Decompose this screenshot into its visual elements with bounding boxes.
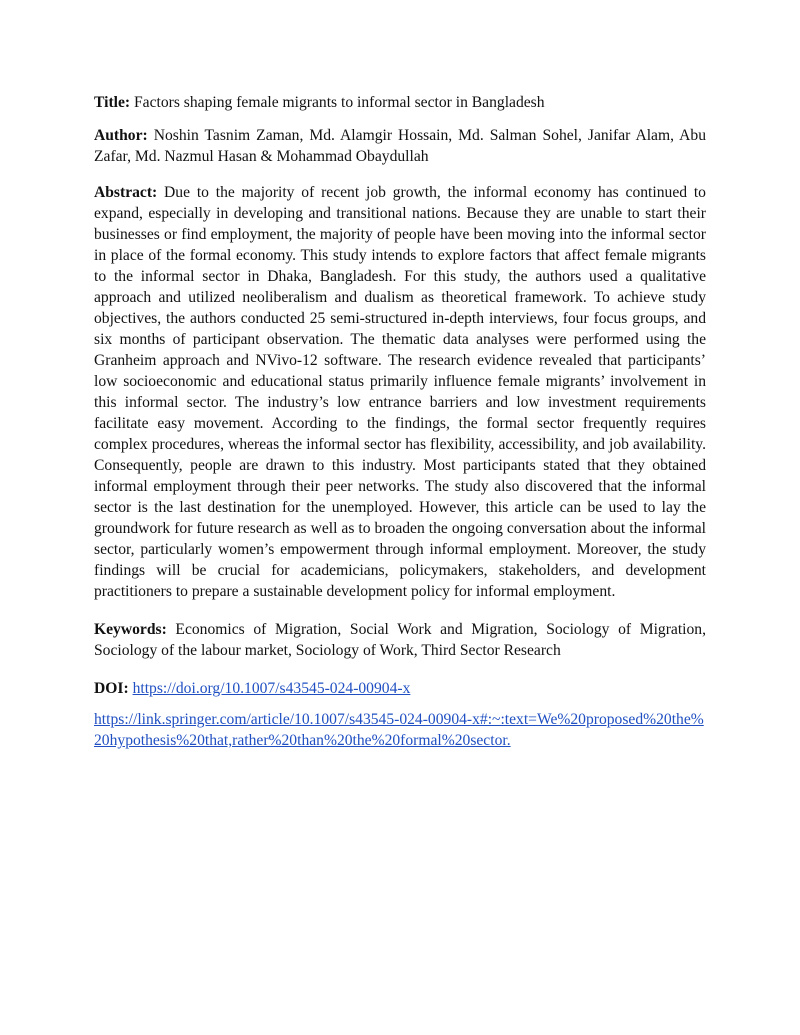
title-label: Title: xyxy=(94,94,131,111)
abstract-label: Abstract: xyxy=(94,184,158,201)
doi-section xyxy=(94,678,706,699)
author-list: Noshin Tasnim Zaman, Md. Alamgir Hossain, Md. Salman Sohel, Janifar Alam, Abu Zafar, Md. Nazmul Hasan & Mohammad Obaydullah xyxy=(94,127,706,165)
keywords-text: Economics of Migration, Social Work and Migration, Sociology of Migration, Sociology of the labour market, Sociology of Work, Third Sector Research xyxy=(94,621,706,659)
doi-label: DOI: xyxy=(94,680,129,697)
doi-link[interactable]: https://doi.org/10.1007/s43545-024-00904-x xyxy=(132,680,411,697)
springer-url-section xyxy=(94,709,706,751)
springer-article-link[interactable]: https://link.springer.com/article/10.1007/s43545-024-00904-x#:~:text=We%20proposed%20the%20hypothesis%20that,rather%20than%20the%20formal%20sector. xyxy=(94,711,704,749)
document-body xyxy=(94,92,706,751)
keywords-label: Keywords: xyxy=(94,621,167,638)
abstract-section xyxy=(94,182,706,602)
abstract-text: Due to the majority of recent job growth, the informal economy has continued to expand, especially in developing and transitional nations. Because they are unable to start their businesses or find employment, the majority of people have been moving into the informal sector in place of the formal economy. This study intends to explore factors that affect female migrants to the informal sector in Dhaka, Bangladesh. For this study, the authors used a qualitative approach and utilized neoliberalism and dualism as theoretical framework. To achieve study objectives, the authors conducted 25 semi-structured in-depth interviews, four focus groups, and six months of participant observation. The thematic data analyses were performed using the Granheim approach and NVivo-12 software. The research evidence revealed that participants’ low socioeconomic and educational status primarily influence female migrants’ involvement in this informal sector. The industry’s low entrance barriers and low investment requirements facilitate easy movement. According to the findings, the formal sector frequently requires complex procedures, whereas the informal sector has flexibility, accessibility, and job availability. Consequently, people are drawn to this industry. Most participants stated that they obtained informal employment through their peer networks. The study also discovered that the informal sector is the last destination for the unemployed. However, this article can be used to lay the groundwork for future research as well as to broaden the ongoing conversation about the informal sector, particularly women’s empowerment through informal employment. Moreover, the study findings will be crucial for academicians, policymakers, stakeholders, and development practitioners to prepare a sustainable development policy for informal employment. xyxy=(94,184,706,600)
author-section xyxy=(94,125,706,167)
title-section xyxy=(94,92,706,113)
author-label: Author: xyxy=(94,127,148,144)
keywords-section xyxy=(94,619,706,661)
title-text: Factors shaping female migrants to informal sector in Bangladesh xyxy=(134,94,545,111)
